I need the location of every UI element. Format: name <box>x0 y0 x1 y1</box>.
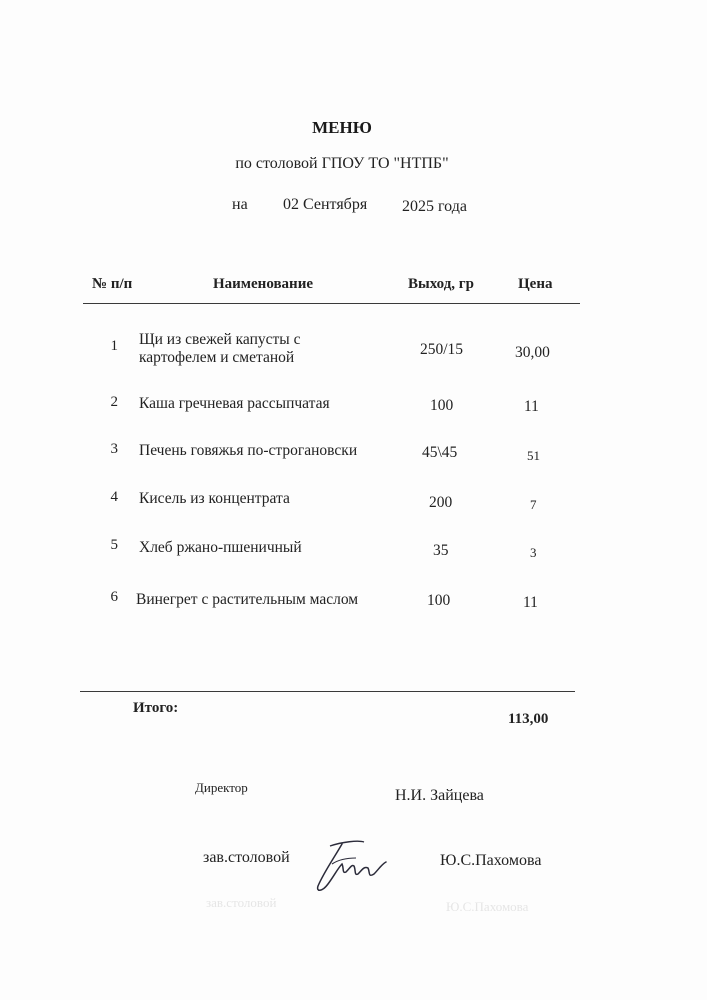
row-price: 51 <box>527 448 540 463</box>
row-number: 6 <box>110 589 118 605</box>
manager-name: Ю.С.Пахомова <box>440 852 542 869</box>
handwritten-signature <box>312 838 392 896</box>
row-number: 4 <box>110 489 118 505</box>
manager-role: зав.столовой <box>203 849 290 866</box>
total-value: 113,00 <box>508 711 549 727</box>
total-divider <box>80 691 575 692</box>
row-number: 5 <box>110 537 118 553</box>
header-yield: Выход, гр <box>408 276 474 292</box>
row-yield: 35 <box>433 542 449 559</box>
row-price: 11 <box>524 398 539 415</box>
row-name-line1: Щи из свежей капусты с <box>139 331 301 348</box>
row-price: 3 <box>530 545 537 560</box>
header-name: Наименование <box>213 276 313 292</box>
director-name: Н.И. Зайцева <box>395 787 484 804</box>
total-label: Итого: <box>133 700 179 716</box>
header-price: Цена <box>518 276 553 292</box>
row-name-line1: Каша гречневая рассыпчатая <box>139 395 330 412</box>
row-name-line1: Кисель из концентрата <box>139 490 290 507</box>
bleed-through-name: Ю.С.Пахомова <box>446 899 529 914</box>
row-yield: 250/15 <box>420 341 464 358</box>
row-name-line1: Хлеб ржано-пшеничный <box>139 539 302 556</box>
document-subtitle: по столовой ГПОУ ТО "НТПБ" <box>235 155 449 172</box>
row-number: 3 <box>110 441 118 457</box>
header-number: № п/п <box>92 276 133 292</box>
row-name-line1: Печень говяжья по-строгановски <box>139 442 358 459</box>
row-price: 30,00 <box>515 344 550 361</box>
row-name-line1: Винегрет с растительным маслом <box>136 591 359 608</box>
row-price: 11 <box>523 594 538 611</box>
row-number: 1 <box>110 338 118 354</box>
director-role: Директор <box>195 780 248 795</box>
row-name-line2: картофелем и сметаной <box>139 349 295 366</box>
row-yield: 200 <box>429 494 453 511</box>
document-title: МЕНЮ <box>312 118 372 137</box>
row-price: 7 <box>530 497 537 512</box>
row-yield: 100 <box>430 397 454 414</box>
date-prefix: на <box>232 196 248 213</box>
row-yield: 100 <box>427 592 451 609</box>
row-number: 2 <box>110 394 118 410</box>
date-year: 2025 года <box>402 198 467 215</box>
row-yield: 45\45 <box>422 444 458 461</box>
date-day: 02 Сентября <box>283 196 368 213</box>
bleed-through-role: зав.столовой <box>206 895 277 910</box>
header-divider <box>83 303 580 304</box>
